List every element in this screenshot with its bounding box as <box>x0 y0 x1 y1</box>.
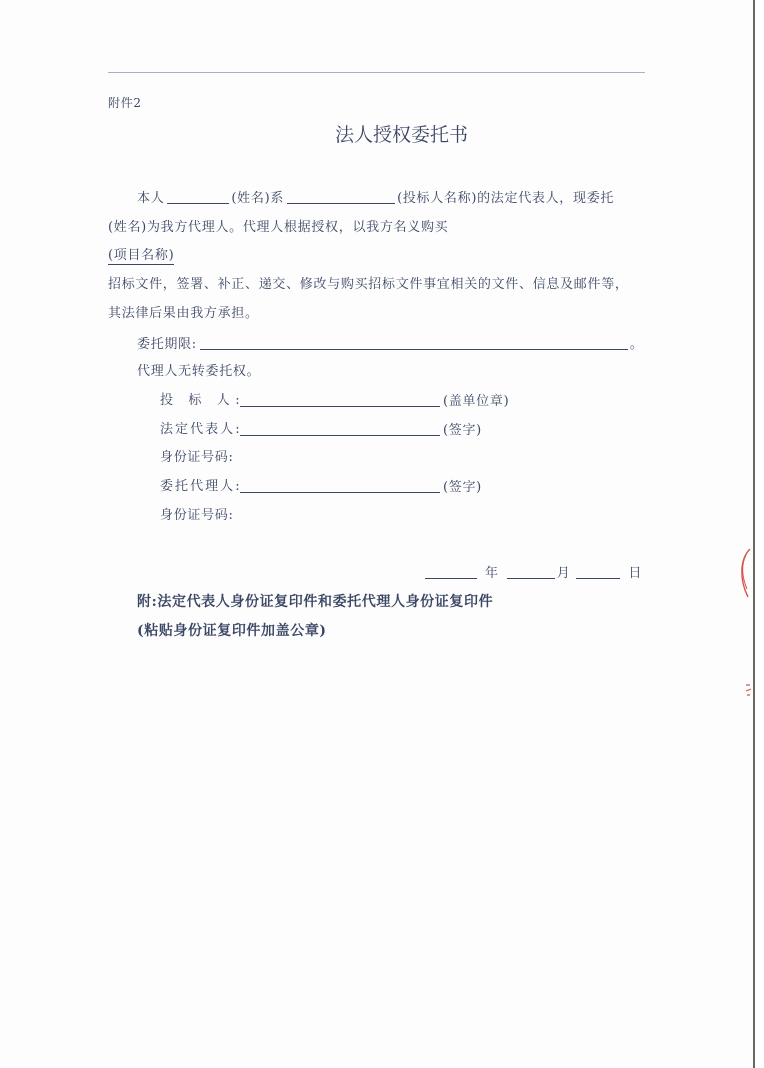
signature-row-agent-id <box>160 508 234 524</box>
signature-row-agent <box>160 479 482 496</box>
signature-label: 身份证号码: <box>160 450 234 465</box>
signature-note: (签字) <box>443 423 482 438</box>
signature-row-legal-rep <box>160 422 482 439</box>
signature-blank <box>240 393 440 407</box>
date-line <box>425 565 650 582</box>
header-rule <box>108 72 645 73</box>
text-segment: (投标人名称)的法定代表人，现委托 <box>397 191 615 206</box>
paragraph-line-4: 招标文件，签署、补正、递交、修改与购买招标文件事宜相关的文件、信息及邮件等， <box>108 277 629 292</box>
term-end: 。 <box>629 337 644 352</box>
signature-row-legal-rep-id <box>160 450 234 466</box>
year-label: 年 <box>485 566 499 581</box>
text-segment: (姓名)系 <box>231 191 285 206</box>
project-name-blank: (项目名称) <box>108 248 175 263</box>
day-blank <box>576 565 620 579</box>
signature-label: 身份证号码: <box>160 508 234 523</box>
name-blank <box>167 190 229 204</box>
signature-note: (盖单位章) <box>443 394 510 409</box>
signature-note: (签字) <box>443 480 482 495</box>
month-blank <box>507 565 555 579</box>
signature-label: 投 标 人: <box>160 393 240 408</box>
term-blank <box>200 336 628 350</box>
signature-blank <box>240 479 440 493</box>
paragraph-line-2: (姓名)为我方代理人。代理人根据授权，以我方名义购买 <box>108 220 449 235</box>
no-subdelegation-text: 代理人无转委托权。 <box>137 364 261 379</box>
appendix-line-2: (粘贴身份证复印件加盖公章) <box>137 623 327 639</box>
scan-margin <box>755 0 764 1068</box>
signature-row-bidder <box>160 393 509 410</box>
seal-fragment-icon <box>736 545 754 715</box>
signature-blank <box>240 422 440 436</box>
text-segment: 本人 <box>137 191 165 206</box>
bidder-name-blank <box>287 190 395 204</box>
signature-label: 委托代理人: <box>160 479 240 494</box>
paragraph-line-5: 其法律后果由我方承担。 <box>108 306 259 321</box>
term-label: 委托期限: <box>137 337 197 352</box>
appendix-line-1: 附:法定代表人身份证复印件和委托代理人身份证复印件 <box>137 594 494 610</box>
document-title: 法人授权委托书 <box>335 124 469 146</box>
day-label: 日 <box>628 566 643 581</box>
paragraph-line-1 <box>137 190 614 207</box>
paragraph-line-3 <box>108 248 174 264</box>
term-line <box>137 336 644 353</box>
attachment-label: 附件2 <box>108 96 142 110</box>
month-label: 月 <box>556 566 571 581</box>
signature-label: 法定代表人: <box>160 422 240 437</box>
year-blank <box>425 565 477 579</box>
